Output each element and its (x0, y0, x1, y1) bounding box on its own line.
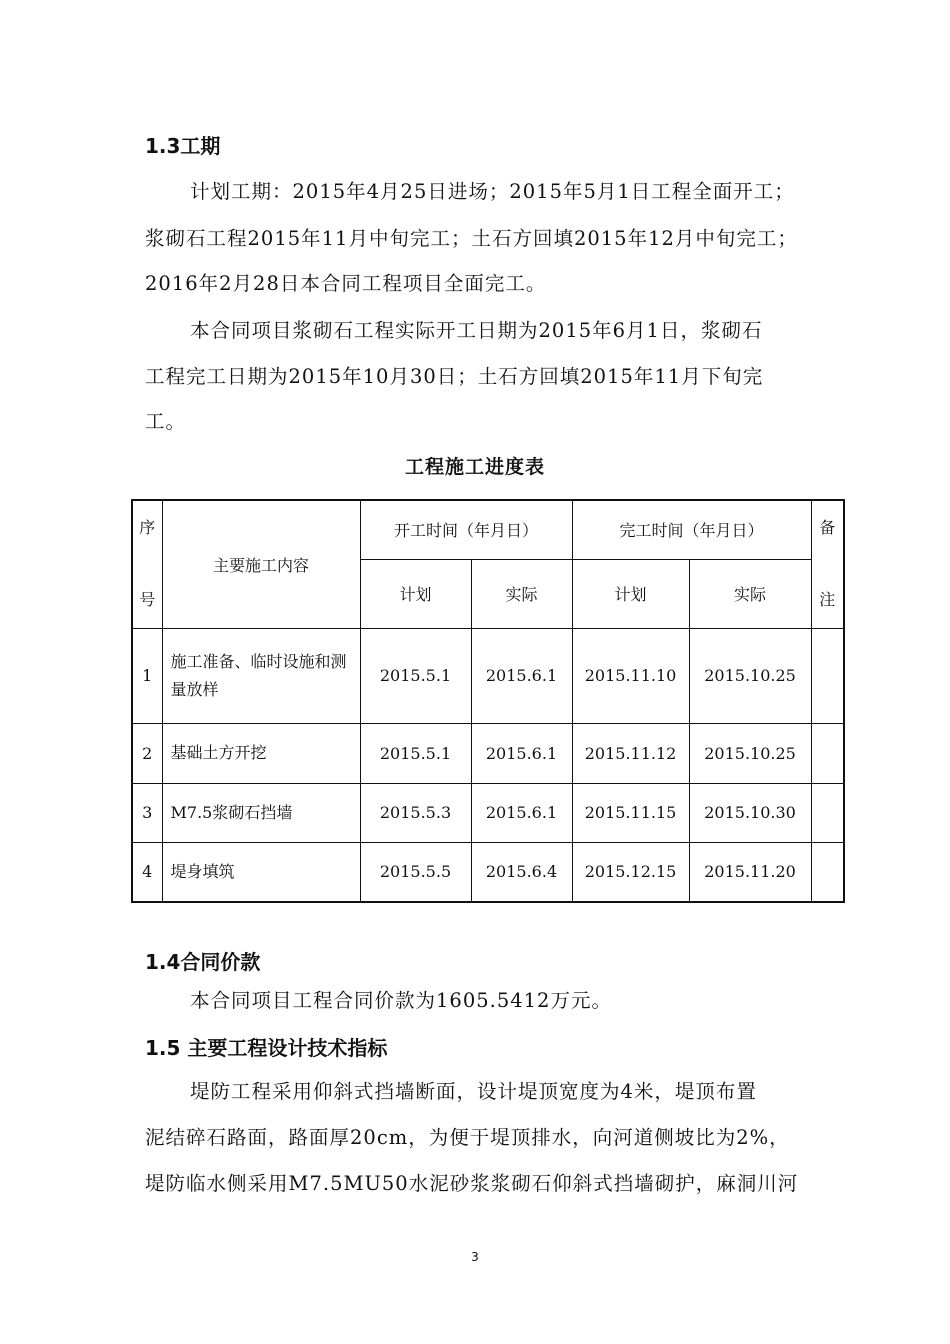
header-note-bottom: 注 (819, 589, 836, 609)
header-seq-bottom: 号 (139, 589, 156, 609)
actual-schedule-line-2: 工程完工日期为2015年10月30日；土石方回填2015年11月下旬完 (145, 365, 764, 388)
row-content: M7.5浆砌石挡墙 (162, 783, 360, 842)
row-start-plan: 2015.5.1 (360, 723, 471, 783)
schedule-plan-line-2: 浆砌石工程2015年11月中旬完工；土石方回填2015年12月中旬完工； (145, 227, 798, 250)
row-finish-actual: 2015.10.30 (689, 783, 811, 842)
row-no: 4 (132, 842, 162, 902)
header-finish-actual: 实际 (689, 559, 811, 628)
contract-price-line: 本合同项目工程合同价款为1605.5412万元。 (190, 989, 612, 1012)
design-spec-line-2: 泥结碎石路面，路面厚20cm，为便于堤顶排水，向河道侧坡比为2%， (145, 1126, 790, 1149)
row-no: 2 (132, 723, 162, 783)
row-start-actual: 2015.6.1 (471, 723, 572, 783)
actual-schedule-line-1: 本合同项目浆砌石工程实际开工日期为2015年6月1日，浆砌石 (190, 319, 763, 342)
header-start-time: 开工时间（年月日） (360, 500, 572, 559)
row-note (811, 842, 844, 902)
row-start-plan: 2015.5.5 (360, 842, 471, 902)
row-start-actual: 2015.6.1 (471, 628, 572, 723)
actual-schedule-line-3: 工。 (145, 410, 187, 433)
row-finish-plan: 2015.11.15 (572, 783, 689, 842)
section-1-3-heading: 1.3工期 (145, 134, 221, 158)
table-row (132, 783, 844, 842)
row-note (811, 723, 844, 783)
header-seq-top: 序 (139, 518, 156, 537)
table-row (132, 842, 844, 902)
header-finish-plan: 计划 (572, 559, 689, 628)
schedule-plan-line-3: 2016年2月28日本合同工程项目全面完工。 (145, 272, 547, 295)
row-content: 堤身填筑 (162, 842, 360, 902)
row-start-actual: 2015.6.1 (471, 783, 572, 842)
header-note (811, 500, 844, 628)
row-content: 施工准备、临时设施和测量放样 (162, 628, 360, 723)
table-header-row-1 (132, 500, 844, 559)
section-1-4-heading: 1.4合同价款 (145, 950, 261, 974)
header-start-actual: 实际 (471, 559, 572, 628)
section-1-5-heading: 1.5 主要工程设计技术指标 (145, 1036, 388, 1060)
header-start-plan: 计划 (360, 559, 471, 628)
row-finish-actual: 2015.10.25 (689, 628, 811, 723)
progress-table (131, 499, 845, 903)
header-note-top: 备 (819, 518, 836, 537)
header-finish-time: 完工时间（年月日） (572, 500, 811, 559)
row-finish-plan: 2015.12.15 (572, 842, 689, 902)
row-finish-plan: 2015.11.12 (572, 723, 689, 783)
header-content: 主要施工内容 (162, 500, 360, 628)
schedule-plan-line-1: 计划工期：2015年4月25日进场；2015年5月1日工程全面开工； (190, 180, 795, 203)
row-finish-actual: 2015.10.25 (689, 723, 811, 783)
row-finish-actual: 2015.11.20 (689, 842, 811, 902)
design-spec-line-3: 堤防临水侧采用M7.5MU50水泥砂浆浆砌石仰斜式挡墙砌护，麻洞川河 (145, 1172, 799, 1195)
row-content: 基础土方开挖 (162, 723, 360, 783)
table-row (132, 723, 844, 783)
row-no: 1 (132, 628, 162, 723)
header-seq (132, 500, 162, 628)
row-start-plan: 2015.5.1 (360, 628, 471, 723)
row-start-actual: 2015.6.4 (471, 842, 572, 902)
page-number: 3 (471, 1250, 479, 1264)
row-no: 3 (132, 783, 162, 842)
design-spec-line-1: 堤防工程采用仰斜式挡墙断面，设计堤顶宽度为4米，堤顶布置 (190, 1080, 757, 1103)
table-title: 工程施工进度表 (404, 456, 545, 478)
row-start-plan: 2015.5.3 (360, 783, 471, 842)
row-note (811, 783, 844, 842)
row-finish-plan: 2015.11.10 (572, 628, 689, 723)
table-row (132, 628, 844, 723)
row-note (811, 628, 844, 723)
